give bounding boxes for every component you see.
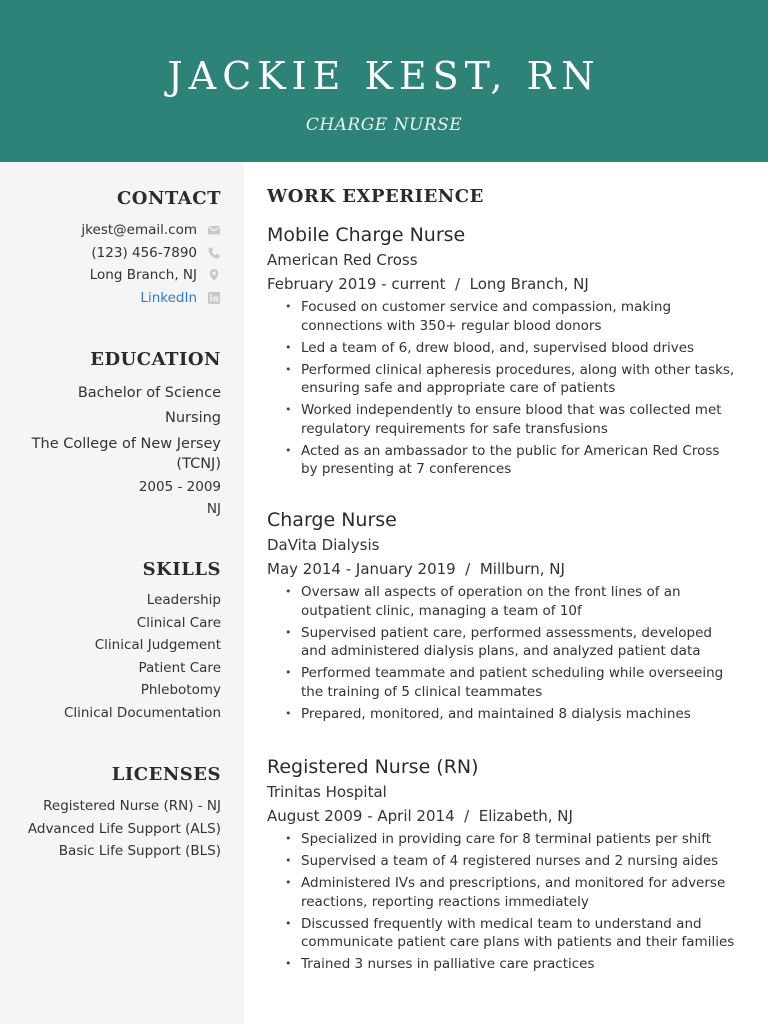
skills-heading: SKILLS bbox=[142, 559, 221, 580]
job-bullet: • Worked independently to ensure blood that was collected met regulatory requirements for safe transfusions bbox=[267, 401, 737, 438]
education-heading: EDUCATION bbox=[90, 349, 221, 370]
resume-header bbox=[0, 0, 768, 162]
job-bullet: • Supervised patient care, performed assessments, developed and administered dialysis plans, and analyzed patient data bbox=[267, 624, 737, 661]
contact-phone-text: (123) 456-7890 bbox=[91, 244, 197, 261]
degree-line-2: Nursing bbox=[165, 409, 221, 426]
job-bullet: • Trained 3 nurses in palliative care practices bbox=[267, 955, 737, 974]
contact-linkedin[interactable] bbox=[81, 287, 221, 310]
job-entry bbox=[267, 507, 737, 727]
contact-location bbox=[81, 264, 221, 287]
job-bullet: • Administered IVs and prescriptions, and monitored for adverse reactions, reporting reactions immediately bbox=[267, 874, 737, 911]
license-item: Registered Nurse (RN) - NJ bbox=[43, 798, 221, 814]
license-item: Advanced Life Support (ALS) bbox=[27, 820, 221, 837]
job-company: Trinitas Hospital bbox=[267, 783, 387, 801]
job-bullet: • Prepared, monitored, and maintained 8 dialysis machines bbox=[267, 705, 737, 724]
job-company: DaVita Dialysis bbox=[267, 536, 380, 554]
job-dates-location: August 2009 - April 2014 / Elizabeth, NJ bbox=[267, 807, 573, 825]
licenses-heading: LICENSES bbox=[111, 764, 221, 785]
job-bullets bbox=[267, 830, 737, 974]
job-bullet: • Discussed frequently with medical team to understand and communicate patient care plans with patients and their families bbox=[267, 915, 737, 952]
contact-phone[interactable] bbox=[81, 242, 221, 265]
job-entry bbox=[267, 222, 737, 482]
sidebar bbox=[0, 162, 244, 1024]
job-bullet: • Led a team of 6, drew blood, and, supervised blood drives bbox=[267, 339, 737, 358]
education-years: 2005 - 2009 bbox=[138, 479, 221, 495]
phone-icon bbox=[207, 246, 221, 260]
job-bullet: • Acted as an ambassador to the public for American Red Cross by presenting at 7 conferences bbox=[267, 442, 737, 479]
school-line-2: (TCNJ) bbox=[176, 456, 221, 472]
skill-item: Leadership bbox=[146, 592, 221, 608]
skill-item: Clinical Care bbox=[136, 614, 221, 631]
contact-location-text: Long Branch, NJ bbox=[89, 267, 197, 284]
linkedin-link[interactable]: LinkedIn bbox=[140, 289, 197, 306]
job-bullet: • Performed teammate and patient scheduling while overseeing the training of 5 clinical teammates bbox=[267, 664, 737, 701]
job-title: Mobile Charge Nurse bbox=[267, 224, 466, 246]
contact-email[interactable] bbox=[81, 219, 221, 242]
job-entry bbox=[267, 754, 737, 977]
education-block bbox=[32, 381, 221, 520]
skill-item: Clinical Documentation bbox=[63, 704, 221, 721]
contact-list bbox=[81, 219, 221, 309]
licenses-list bbox=[28, 795, 221, 863]
contact-email-text: jkest@email.com bbox=[81, 222, 197, 239]
license-item: Basic Life Support (BLS) bbox=[58, 843, 221, 859]
job-bullet: • Focused on customer service and compassion, making connections with 350+ regular blood donors bbox=[267, 298, 737, 335]
job-title: Registered Nurse (RN) bbox=[267, 756, 479, 778]
job-bullet: • Specialized in providing care for 8 terminal patients per shift bbox=[267, 830, 737, 849]
degree-line-1: Bachelor of Science bbox=[77, 385, 221, 401]
job-bullet: • Supervised a team of 4 registered nurses and 2 nursing aides bbox=[267, 852, 737, 871]
job-title: Charge Nurse bbox=[267, 509, 397, 531]
skill-item: Phlebotomy bbox=[140, 682, 221, 698]
skill-item: Clinical Judgement bbox=[94, 637, 221, 653]
job-dates-location: May 2014 - January 2019 / Millburn, NJ bbox=[267, 560, 565, 578]
job-dates-location: February 2019 - current / Long Branch, NJ bbox=[267, 275, 589, 293]
candidate-name: JACKIE KEST, RN bbox=[167, 54, 601, 98]
skills-list bbox=[64, 589, 221, 724]
contact-heading: CONTACT bbox=[116, 188, 221, 209]
work-experience-heading: WORK EXPERIENCE bbox=[267, 186, 484, 207]
job-bullet: • Oversaw all aspects of operation on the front lines of an outpatient clinic, managing a team of 10f bbox=[267, 583, 737, 620]
envelope-icon bbox=[207, 223, 221, 237]
education-location: NJ bbox=[206, 501, 221, 517]
candidate-title: CHARGE NURSE bbox=[305, 115, 463, 135]
job-bullet: • Performed clinical apheresis procedures, along with other tasks, ensuring safe and appropriate care of patients bbox=[267, 361, 737, 398]
linkedin-icon[interactable] bbox=[207, 291, 221, 305]
job-company: American Red Cross bbox=[267, 251, 418, 269]
school-line-1: The College of New Jersey bbox=[31, 436, 221, 452]
job-bullets bbox=[267, 583, 737, 723]
skill-item: Patient Care bbox=[138, 659, 221, 676]
job-bullets bbox=[267, 298, 737, 479]
map-pin-icon bbox=[207, 268, 221, 282]
